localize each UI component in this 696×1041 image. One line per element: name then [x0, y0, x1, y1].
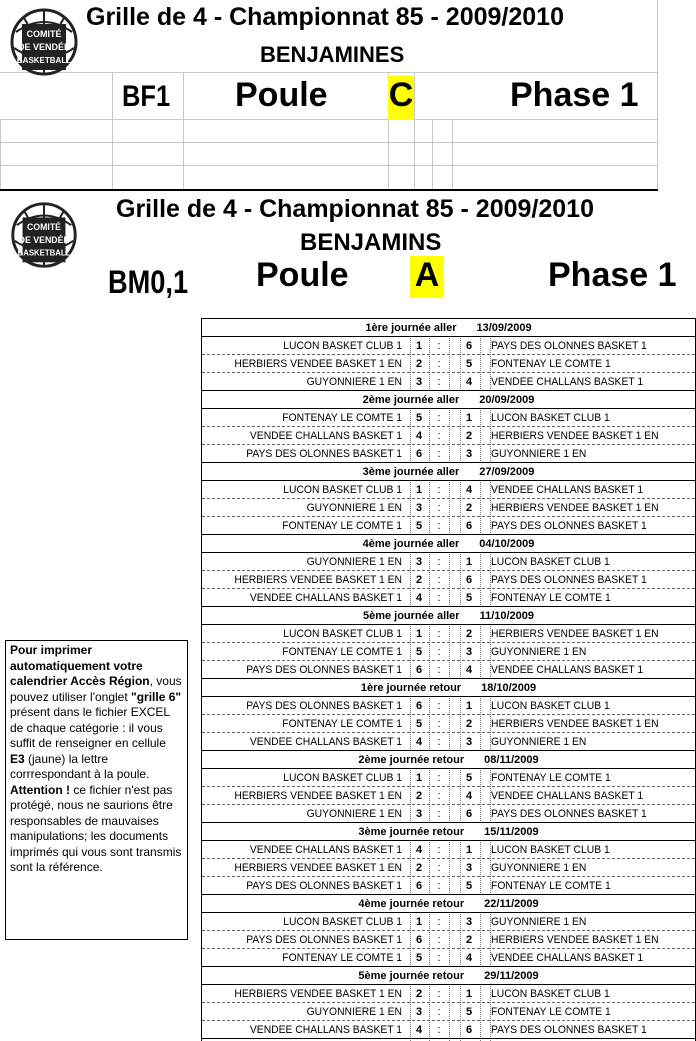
home-team: LUCON BASKET CLUB 1	[283, 484, 402, 496]
grid-line	[0, 119, 658, 120]
home-number: 3	[415, 376, 423, 388]
note-text: E3	[10, 751, 25, 766]
away-team: GUYONNIERE 1 EN	[491, 862, 587, 874]
home-team: GUYONNIERE 1 EN	[306, 502, 402, 514]
home-team: PAYS DES OLONNES BASKET 1	[246, 448, 402, 460]
away-number: 6	[465, 520, 473, 532]
away-number: 1	[465, 700, 473, 712]
away-number: 6	[465, 574, 473, 586]
away-number: 3	[465, 916, 473, 928]
match-separator: :	[437, 430, 441, 442]
home-team: LUCON BASKET CLUB 1	[283, 628, 402, 640]
home-team: HERBIERS VENDEE BASKET 1 EN	[234, 862, 402, 874]
away-team: PAYS DES OLONNES BASKET 1	[491, 520, 647, 532]
home-team: LUCON BASKET CLUB 1	[283, 340, 402, 352]
away-number: 4	[465, 664, 473, 676]
match-row	[202, 625, 695, 643]
top-sheet-code: BF1	[122, 80, 171, 113]
grid-line	[0, 142, 658, 143]
match-row	[202, 949, 695, 967]
home-team: VENDEE CHALLANS BASKET 1	[249, 736, 402, 748]
home-number: 4	[415, 1024, 423, 1036]
match-row	[202, 643, 695, 661]
grid-line	[183, 72, 184, 189]
note-text: ce fichier n'est pas protégé, nous ne saurions être responsables de mauvaises manipulations; les documents imprimés qui vous sont transmis sont la référence.	[10, 782, 182, 874]
away-number: 6	[465, 808, 473, 820]
round-name: 4ème journée aller	[362, 538, 460, 550]
match-row	[202, 787, 695, 805]
match-separator: :	[437, 646, 441, 658]
home-team: HERBIERS VENDEE BASKET 1 EN	[234, 358, 402, 370]
away-number: 4	[465, 952, 473, 964]
home-team: HERBIERS VENDEE BASKET 1 EN	[234, 574, 402, 586]
away-team: LUCON BASKET CLUB 1	[491, 844, 610, 856]
away-number: 3	[465, 862, 473, 874]
away-team: FONTENAY LE COMTE 1	[491, 772, 611, 784]
home-number: 3	[415, 556, 423, 568]
away-team: HERBIERS VENDEE BASKET 1 EN	[491, 502, 659, 514]
round-date: 11/10/2009	[479, 610, 535, 622]
away-team: VENDEE CHALLANS BASKET 1	[491, 484, 644, 496]
main-sheet-title: Grille de 4 - Championnat 85 - 2009/2010	[116, 195, 594, 223]
round-header	[202, 535, 695, 553]
note-text: , vous pouvez utiliser l'onglet	[10, 674, 182, 704]
home-team: FONTENAY LE COMTE 1	[282, 646, 402, 658]
top-sheet-area	[0, 0, 658, 190]
away-number: 6	[465, 340, 473, 352]
main-sheet-category: BENJAMINS	[300, 229, 442, 256]
round-label	[202, 679, 695, 697]
home-team: PAYS DES OLONNES BASKET 1	[246, 934, 402, 946]
round-header	[202, 607, 695, 625]
match-row	[202, 931, 695, 949]
home-number: 3	[415, 1006, 423, 1018]
home-team: LUCON BASKET CLUB 1	[283, 916, 402, 928]
away-number: 2	[465, 628, 473, 640]
away-number: 3	[465, 736, 473, 748]
grid-line	[414, 72, 415, 189]
home-team: LUCON BASKET CLUB 1	[283, 772, 402, 784]
top-sheet-phase: Phase 1	[510, 76, 639, 114]
logo-line-2: DE VENDÉE	[18, 234, 70, 245]
away-team: FONTENAY LE COMTE 1	[491, 592, 611, 604]
round-name: 2ème journée retour	[358, 754, 465, 766]
match-separator: :	[437, 448, 441, 460]
away-team: LUCON BASKET CLUB 1	[491, 556, 610, 568]
round-date: 18/10/2009	[481, 682, 537, 694]
round-date: 15/11/2009	[484, 826, 539, 838]
home-team: PAYS DES OLONNES BASKET 1	[246, 664, 402, 676]
away-team: VENDEE CHALLANS BASKET 1	[491, 952, 644, 964]
away-team: HERBIERS VENDEE BASKET 1 EN	[491, 718, 659, 730]
home-number: 1	[415, 628, 423, 640]
top-sheet-poule-letter: C	[388, 76, 414, 120]
match-separator: :	[437, 736, 441, 748]
logo-line-2: DE VENDÉE	[17, 42, 71, 52]
main-sheet-poule-label: Poule	[256, 256, 349, 294]
match-separator: :	[437, 556, 441, 568]
round-name: 5ème journée aller	[362, 610, 460, 622]
round-date: 22/11/2009	[484, 898, 539, 910]
match-separator: :	[437, 808, 441, 820]
away-team: PAYS DES OLONNES BASKET 1	[491, 1024, 647, 1036]
away-team: HERBIERS VENDEE BASKET 1 EN	[491, 430, 659, 442]
away-number: 5	[465, 358, 473, 370]
home-number: 6	[415, 700, 423, 712]
away-number: 2	[465, 934, 473, 946]
match-separator: :	[437, 592, 441, 604]
round-label	[202, 463, 695, 481]
home-number: 4	[415, 430, 423, 442]
grid-line	[112, 72, 113, 189]
away-number: 1	[465, 844, 473, 856]
match-separator: :	[437, 628, 441, 640]
round-date: 29/11/2009	[484, 970, 539, 982]
round-label	[202, 535, 695, 553]
home-team: FONTENAY LE COMTE 1	[282, 520, 402, 532]
match-row	[202, 1003, 695, 1021]
away-number: 4	[465, 376, 473, 388]
note-text: (jaune) la lettre corrrespondant à la poule.	[10, 751, 150, 781]
round-date: 08/11/2009	[484, 754, 539, 766]
top-sheet-poule-label: Poule	[235, 76, 328, 114]
round-label	[202, 607, 695, 625]
away-team: VENDEE CHALLANS BASKET 1	[491, 790, 644, 802]
match-separator: :	[437, 718, 441, 730]
away-team: LUCON BASKET CLUB 1	[491, 700, 610, 712]
away-team: GUYONNIERE 1 EN	[491, 916, 587, 928]
top-sheet-title: Grille de 4 - Championnat 85 - 2009/2010	[86, 3, 564, 31]
home-number: 2	[415, 790, 423, 802]
match-row	[202, 499, 695, 517]
home-team: FONTENAY LE COMTE 1	[282, 718, 402, 730]
match-row	[202, 859, 695, 877]
grid-line	[0, 165, 658, 166]
match-row	[202, 985, 695, 1003]
away-team: HERBIERS VENDEE BASKET 1 EN	[491, 628, 659, 640]
round-date: 20/09/2009	[479, 394, 535, 406]
away-number: 2	[465, 718, 473, 730]
match-separator: :	[437, 772, 441, 784]
home-team: GUYONNIERE 1 EN	[306, 376, 402, 388]
home-number: 5	[415, 646, 423, 658]
round-label	[202, 823, 695, 841]
away-team: GUYONNIERE 1 EN	[491, 448, 587, 460]
home-number: 2	[415, 358, 423, 370]
note-text: Attention !	[10, 782, 70, 797]
round-date: 13/09/2009	[476, 322, 532, 334]
home-number: 6	[415, 934, 423, 946]
away-number: 6	[465, 1024, 473, 1036]
round-date: 04/10/2009	[479, 538, 535, 550]
match-separator: :	[437, 664, 441, 676]
home-number: 1	[415, 772, 423, 784]
away-number: 4	[465, 790, 473, 802]
round-name: 4ème journée retour	[358, 898, 465, 910]
match-row	[202, 337, 695, 355]
round-header	[202, 823, 695, 841]
away-team: PAYS DES OLONNES BASKET 1	[491, 574, 647, 586]
grid-line	[0, 119, 1, 189]
round-header	[202, 391, 695, 409]
grid-line	[432, 119, 433, 189]
away-number: 1	[465, 556, 473, 568]
round-label	[202, 319, 695, 337]
home-number: 6	[415, 880, 423, 892]
home-number: 2	[415, 574, 423, 586]
home-number: 3	[415, 808, 423, 820]
match-row	[202, 355, 695, 373]
home-number: 2	[415, 988, 423, 1000]
note-text: Pour imprimer automatiquement votre calendrier Accès Région	[10, 643, 150, 688]
away-number: 2	[465, 430, 473, 442]
home-team: GUYONNIERE 1 EN	[306, 808, 402, 820]
away-team: VENDEE CHALLANS BASKET 1	[491, 376, 644, 388]
away-team: GUYONNIERE 1 EN	[491, 736, 587, 748]
away-number: 5	[465, 1006, 473, 1018]
away-team: LUCON BASKET CLUB 1	[491, 412, 610, 424]
round-label	[202, 751, 695, 769]
match-row	[202, 481, 695, 499]
match-separator: :	[437, 988, 441, 1000]
match-row	[202, 1021, 695, 1039]
match-row	[202, 913, 695, 931]
match-separator: :	[437, 880, 441, 892]
logo-line-3: BASKETBALL	[16, 56, 72, 65]
comite-vendee-logo	[10, 2, 78, 82]
logo-line-1: COMITÉ	[26, 29, 62, 39]
match-separator: :	[437, 700, 441, 712]
match-separator: :	[437, 916, 441, 928]
match-separator: :	[437, 358, 441, 370]
home-team: FONTENAY LE COMTE 1	[282, 952, 402, 964]
round-header	[202, 967, 695, 985]
home-number: 6	[415, 664, 423, 676]
match-row	[202, 571, 695, 589]
round-header	[202, 679, 695, 697]
home-number: 2	[415, 862, 423, 874]
round-date: 27/09/2009	[479, 466, 535, 478]
home-team: GUYONNIERE 1 EN	[306, 1006, 402, 1018]
main-sheet-phase: Phase 1	[548, 256, 677, 294]
home-team: GUYONNIERE 1 EN	[306, 556, 402, 568]
match-row	[202, 877, 695, 895]
match-separator: :	[437, 520, 441, 532]
logo-line-3: BASKETBALL	[17, 248, 71, 258]
home-number: 5	[415, 520, 423, 532]
match-row	[202, 715, 695, 733]
match-row	[202, 733, 695, 751]
home-number: 5	[415, 412, 423, 424]
main-sheet-code: BM0,1	[108, 264, 189, 300]
top-sheet-category: BENJAMINES	[260, 42, 405, 67]
away-number: 1	[465, 988, 473, 1000]
grid-line	[452, 119, 453, 189]
match-row	[202, 553, 695, 571]
match-separator: :	[437, 340, 441, 352]
match-separator: :	[437, 934, 441, 946]
match-separator: :	[437, 412, 441, 424]
match-separator: :	[437, 862, 441, 874]
home-team: HERBIERS VENDEE BASKET 1 EN	[234, 988, 402, 1000]
home-team: PAYS DES OLONNES BASKET 1	[246, 880, 402, 892]
main-sheet-poule-letter: A	[410, 256, 444, 298]
match-row	[202, 769, 695, 787]
home-number: 4	[415, 736, 423, 748]
home-team: FONTENAY LE COMTE 1	[282, 412, 402, 424]
print-instructions-note	[5, 640, 188, 940]
away-number: 1	[465, 412, 473, 424]
round-label	[202, 391, 695, 409]
away-team: FONTENAY LE COMTE 1	[491, 1006, 611, 1018]
match-separator: :	[437, 376, 441, 388]
round-name: 1ère journée aller	[365, 322, 457, 334]
schedule-table	[201, 318, 696, 1041]
note-text: "grille 6"	[131, 689, 182, 704]
home-number: 3	[415, 502, 423, 514]
grid-line	[657, 0, 658, 189]
match-separator: :	[437, 1024, 441, 1036]
round-header	[202, 463, 695, 481]
away-number: 3	[465, 448, 473, 460]
round-label	[202, 967, 695, 985]
round-label	[202, 895, 695, 913]
match-separator: :	[437, 952, 441, 964]
match-row	[202, 409, 695, 427]
match-row	[202, 445, 695, 463]
home-number: 5	[415, 952, 423, 964]
match-row	[202, 841, 695, 859]
match-row	[202, 697, 695, 715]
match-row	[202, 427, 695, 445]
round-header	[202, 751, 695, 769]
home-team: VENDEE CHALLANS BASKET 1	[249, 430, 402, 442]
round-header	[202, 895, 695, 913]
away-team: PAYS DES OLONNES BASKET 1	[491, 340, 647, 352]
away-team: HERBIERS VENDEE BASKET 1 EN	[491, 934, 659, 946]
match-separator: :	[437, 790, 441, 802]
home-number: 4	[415, 592, 423, 604]
match-row	[202, 589, 695, 607]
home-team: VENDEE CHALLANS BASKET 1	[249, 1024, 402, 1036]
away-team: PAYS DES OLONNES BASKET 1	[491, 808, 647, 820]
note-text: présent dans le fichier EXCEL de chaque catégorie : il vous suffit de renseigner en cellule	[10, 705, 170, 750]
away-number: 5	[465, 592, 473, 604]
away-number: 3	[465, 646, 473, 658]
grid-line	[0, 72, 658, 73]
match-row	[202, 517, 695, 535]
home-number: 1	[415, 340, 423, 352]
home-team: VENDEE CHALLANS BASKET 1	[249, 592, 402, 604]
round-name: 3ème journée aller	[362, 466, 460, 478]
home-number: 1	[415, 916, 423, 928]
away-team: GUYONNIERE 1 EN	[491, 646, 587, 658]
home-number: 6	[415, 448, 423, 460]
match-separator: :	[437, 574, 441, 586]
match-separator: :	[437, 484, 441, 496]
away-team: FONTENAY LE COMTE 1	[491, 358, 611, 370]
round-name: 5ème journée retour	[358, 970, 465, 982]
match-row	[202, 661, 695, 679]
grid-line	[0, 189, 658, 191]
home-number: 4	[415, 844, 423, 856]
home-team: PAYS DES OLONNES BASKET 1	[246, 700, 402, 712]
home-team: VENDEE CHALLANS BASKET 1	[249, 844, 402, 856]
match-separator: :	[437, 1006, 441, 1018]
round-name: 2ème journée aller	[362, 394, 460, 406]
away-team: FONTENAY LE COMTE 1	[491, 880, 611, 892]
logo-line-1: COMITÉ	[26, 222, 62, 233]
comite-vendee-logo	[10, 196, 78, 274]
home-number: 1	[415, 484, 423, 496]
round-name: 1ère journée retour	[360, 682, 462, 694]
away-number: 2	[465, 502, 473, 514]
away-number: 5	[465, 880, 473, 892]
away-number: 5	[465, 772, 473, 784]
away-team: LUCON BASKET CLUB 1	[491, 988, 610, 1000]
home-number: 5	[415, 718, 423, 730]
home-team: HERBIERS VENDEE BASKET 1 EN	[234, 790, 402, 802]
match-row	[202, 373, 695, 391]
round-header	[202, 319, 695, 337]
match-separator: :	[437, 844, 441, 856]
round-name: 3ème journée retour	[358, 826, 465, 838]
match-separator: :	[437, 502, 441, 514]
away-team: VENDEE CHALLANS BASKET 1	[491, 664, 644, 676]
match-row	[202, 805, 695, 823]
away-number: 4	[465, 484, 473, 496]
